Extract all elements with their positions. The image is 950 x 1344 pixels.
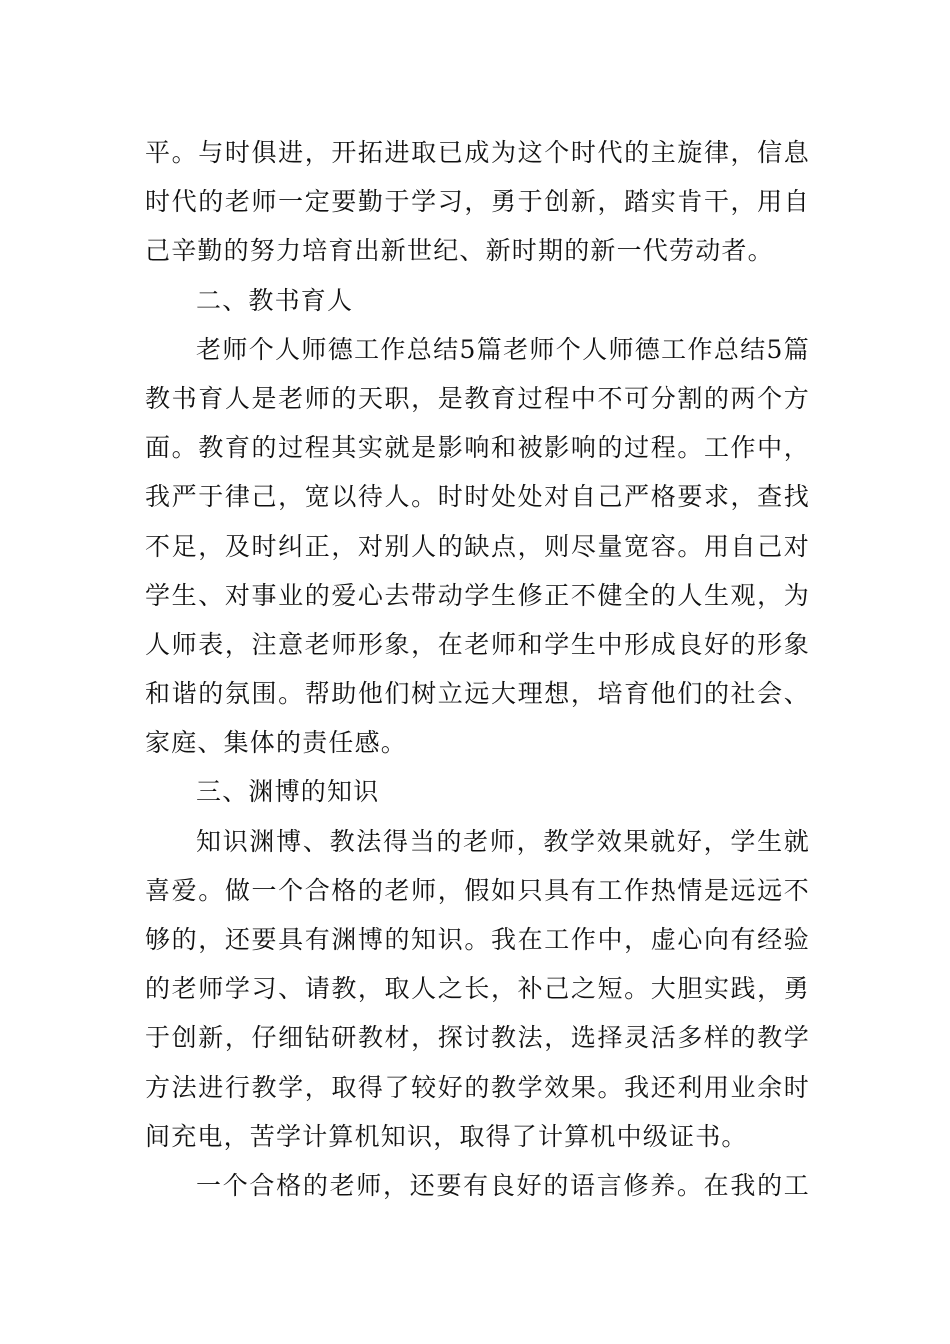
text-line: 人师表，注意老师形象，在老师和学生中形成良好的形象 bbox=[145, 629, 810, 659]
text-line: 一个合格的老师，还要有良好的语言修养。在我的工 bbox=[196, 1170, 810, 1200]
text-line: 时代的老师一定要勤于学习，勇于创新，踏实肯干，用自 bbox=[145, 187, 810, 217]
text-line: 老师个人师德工作总结5篇老师个人师德工作总结5篇 bbox=[196, 334, 810, 364]
text-line: 家庭、集体的责任感。 bbox=[145, 728, 408, 758]
text-line: 够的，还要具有渊博的知识。我在工作中，虚心向有经验 bbox=[145, 925, 810, 954]
text-line: 方法进行教学，取得了较好的教学效果。我还利用业余时 bbox=[145, 1072, 810, 1102]
section-heading: 三、渊博的知识 bbox=[196, 777, 380, 807]
text-line: 知识渊博、教法得当的老师，教学效果就好，学生就 bbox=[196, 826, 810, 856]
text-line: 平。与时俱进，开拓进取已成为这个时代的主旋律，信息 bbox=[145, 138, 810, 167]
text-line: 间充电，苦学计算机知识，取得了计算机中级证书。 bbox=[145, 1121, 748, 1151]
document-body bbox=[145, 128, 810, 1210]
text-line: 于创新，仔细钻研教材，探讨教法，选择灵活多样的教学 bbox=[145, 1023, 810, 1053]
section-heading: 二、教书育人 bbox=[196, 285, 354, 315]
text-line: 面。教育的过程其实就是影响和被影响的过程。工作中， bbox=[145, 433, 810, 463]
text-line: 的老师学习、请教，取人之长，补己之短。大胆实践，勇 bbox=[145, 974, 810, 1004]
text-line: 教书育人是老师的天职，是教育过程中不可分割的两个方 bbox=[145, 383, 810, 413]
text-line: 不足，及时纠正，对别人的缺点，则尽量宽容。用自己对 bbox=[145, 531, 810, 561]
text-line: 学生、对事业的爱心去带动学生修正不健全的人生观，为 bbox=[145, 580, 810, 610]
text-line: 己辛勤的努力培育出新世纪、新时期的新一代劳动者。 bbox=[145, 236, 774, 266]
text-line: 和谐的氛围。帮助他们树立远大理想，培育他们的社会、 bbox=[145, 679, 810, 709]
text-line: 我严于律己，宽以待人。时时处处对自己严格要求，查找 bbox=[145, 482, 810, 512]
text-line: 喜爱。做一个合格的老师，假如只具有工作热情是远远不 bbox=[145, 875, 810, 905]
